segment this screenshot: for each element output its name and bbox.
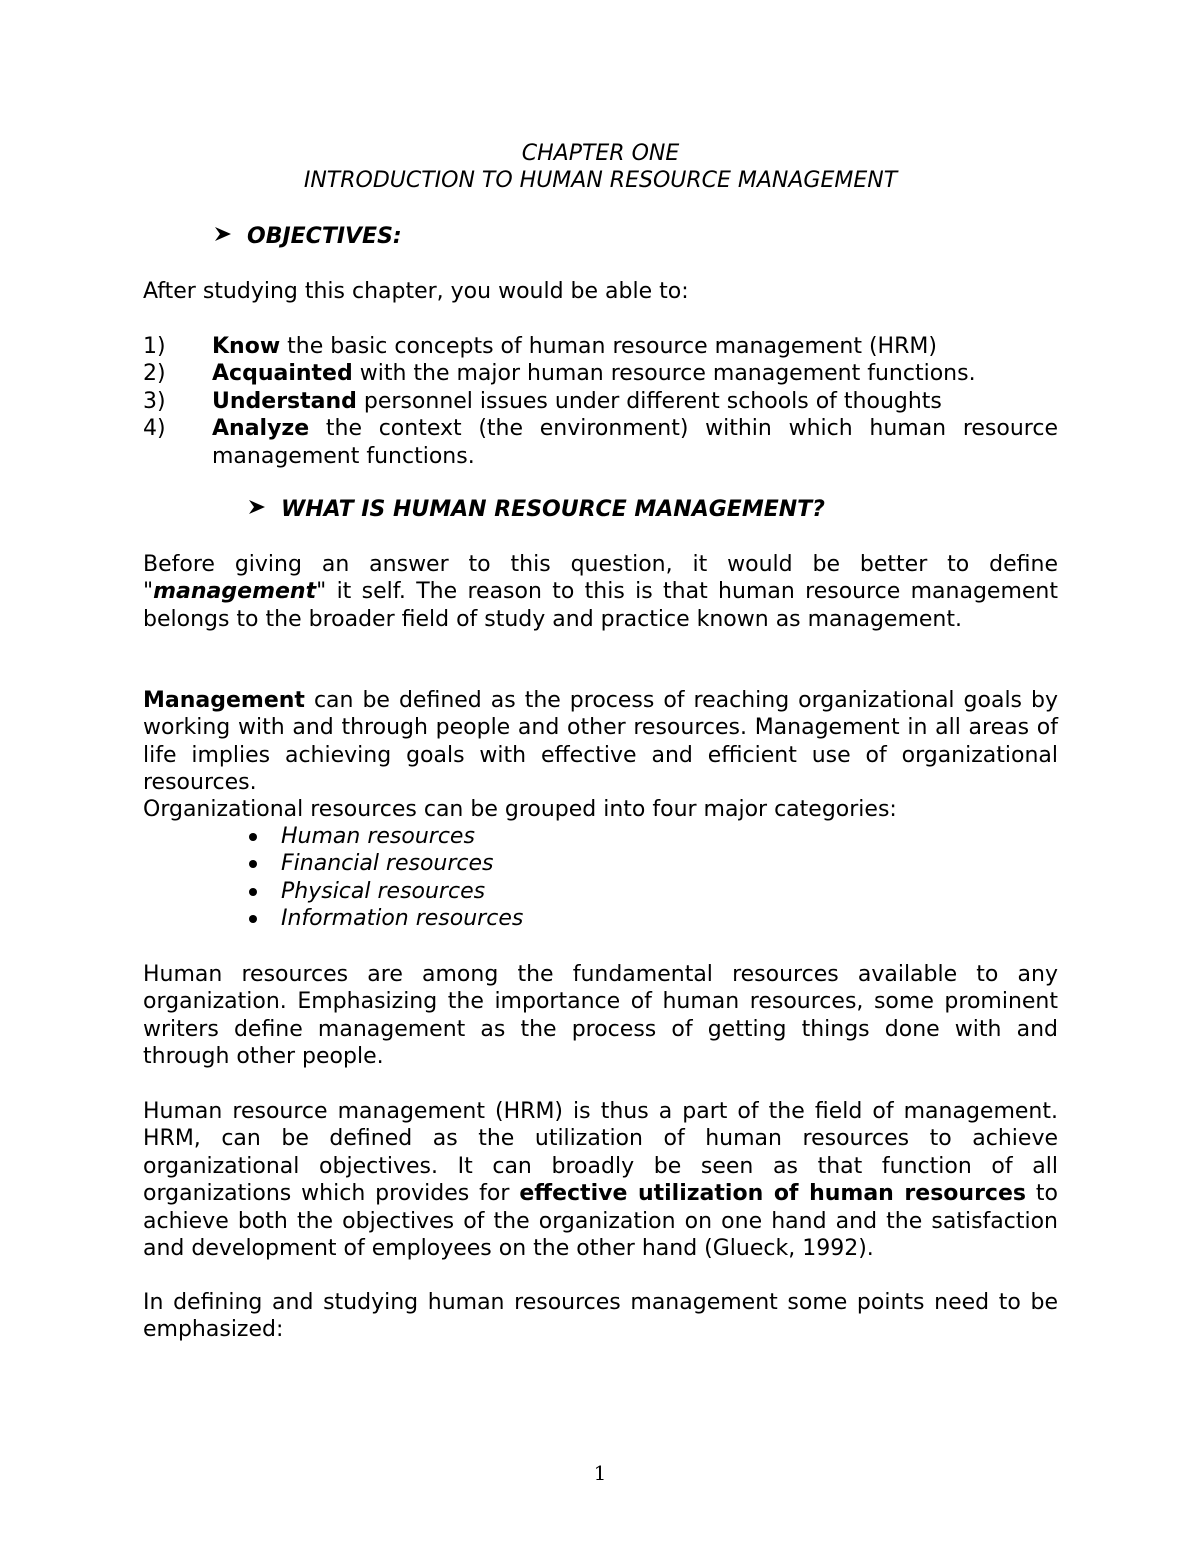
objective-text: personnel issues under different schools of thoughts: [356, 388, 942, 414]
list-item-text: Physical resources: [281, 878, 486, 904]
bullet-dot-icon: [249, 888, 257, 896]
objective-keyword: Understand: [212, 388, 357, 414]
term-management-bold: Management: [143, 688, 305, 713]
paragraph-management-definition: [143, 687, 1058, 797]
list-item: [247, 850, 523, 877]
objectives-intro: After studying this chapter, you would be able to:: [143, 279, 689, 304]
paragraph-hrm-definition: [143, 1098, 1058, 1262]
resource-category-list: [247, 823, 523, 933]
arrow-bullet-icon: [213, 223, 235, 250]
objective-keyword: Acquainted: [212, 361, 353, 387]
objectives-list: [143, 333, 1058, 470]
objective-number: 1): [143, 334, 166, 359]
objective-number: 4): [143, 416, 166, 442]
objectives-heading: [213, 223, 402, 250]
list-item-text: Information resources: [281, 906, 524, 932]
list-item: [247, 905, 523, 932]
objective-keyword: Analyze: [212, 416, 310, 442]
page-number: 1: [593, 1461, 607, 1485]
objective-item: [143, 360, 1058, 387]
list-item-text: Financial resources: [281, 851, 494, 877]
arrow-bullet-icon: [247, 496, 269, 523]
objective-item: [143, 388, 1058, 415]
objective-text: the basic concepts of human resource management (HRM): [280, 334, 937, 359]
bullet-dot-icon: [249, 860, 257, 868]
paragraph-text: can be defined as the process of reaching organizational goals by working with and through people and other resources. Management in all areas of life implies achieving goals with effective and efficient use of organizational resources.: [143, 688, 1058, 796]
paragraph-human-resources: Human resources are among the fundamental resources available to any organization. Emphasizing the importance of human resources, some prominent writers define management as the process of getting things done with and through other people.: [143, 962, 1058, 1070]
paragraph-points-to-emphasize: In defining and studying human resources management some points need to be emphasized:: [143, 1290, 1058, 1343]
bullet-dot-icon: [249, 833, 257, 841]
list-item: [247, 878, 523, 905]
bullet-dot-icon: [249, 915, 257, 923]
objectives-heading-text: OBJECTIVES:: [247, 224, 402, 249]
objective-item: [143, 415, 1058, 470]
paragraph-resource-categories: Organizational resources can be grouped into four major categories:: [143, 797, 897, 822]
chapter-number: CHAPTER ONE: [521, 141, 680, 166]
objective-number: 2): [143, 361, 166, 387]
list-item-text: Human resources: [281, 824, 475, 849]
objective-item: [143, 333, 1058, 360]
emphasis-effective-utilization: effective utilization of human resources: [519, 1181, 1026, 1207]
term-management: management: [153, 579, 317, 605]
objective-text: with the major human resource management functions.: [352, 361, 976, 387]
paragraph-define-management: [143, 551, 1058, 633]
list-item: [247, 823, 523, 850]
paragraph-text: Before giving an answer to this question, it would be better to define ": [143, 552, 1058, 605]
chapter-title: [143, 140, 1058, 195]
what-is-hrm-heading-text: WHAT IS HUMAN RESOURCE MANAGEMENT?: [281, 497, 825, 522]
objective-keyword: Know: [212, 334, 281, 359]
objective-text: the context (the environment) within which human resource management functions.: [212, 416, 1058, 469]
paragraph-text: to achieve both the objectives of the organization on one hand and the satisfaction and development of employees on the other hand (Glueck, 1992).: [143, 1181, 1058, 1262]
what-is-hrm-heading: [247, 496, 825, 523]
paragraph-text: Human resource management (HRM) is thus a part of the field of management. HRM, can be defined as the utilization of human resources to achieve organizational objectives. It can broadly be seen as that function of all organizations which provides for: [143, 1099, 1058, 1207]
paragraph-text: " it self. The reason to this is that human resource management belongs to the broader field of study and practice known as management.: [143, 579, 1058, 632]
chapter-name: INTRODUCTION TO HUMAN RESOURCE MANAGEMENT: [303, 168, 898, 194]
objective-number: 3): [143, 388, 166, 414]
